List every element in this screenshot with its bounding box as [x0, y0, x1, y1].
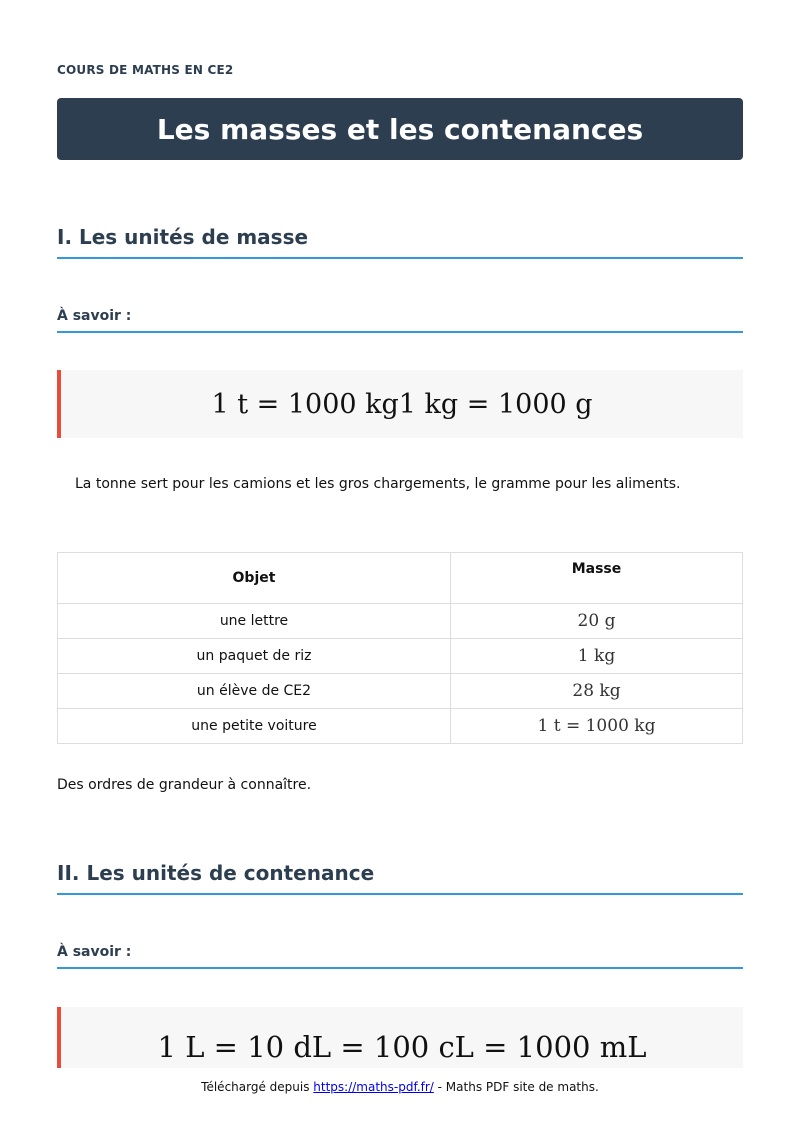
page-title: Les masses et les contenances [156, 112, 644, 146]
footer-suffix: - Maths PDF site de maths. [433, 1080, 599, 1094]
section-title-masses: I. Les unités de masse [57, 225, 743, 259]
object-cell: un élève de CE2 [58, 674, 451, 709]
footer-prefix: Téléchargé depuis [201, 1080, 314, 1094]
formula-contenances: 1 L = 10 dL = 100 cL = 1000 mL [157, 1030, 647, 1064]
mass-cell: 1 kg [451, 639, 743, 674]
table-row [58, 604, 743, 639]
know-label-contenances: À savoir : [57, 944, 743, 969]
header-object: Objet [58, 553, 451, 604]
table-row [58, 639, 743, 674]
object-cell: un paquet de riz [58, 639, 451, 674]
mass-cell: 1 t = 1000 kg [451, 709, 743, 744]
formula-masses: 1 t = 1000 kg1 kg = 1000 g [211, 388, 593, 420]
object-cell: une petite voiture [58, 709, 451, 744]
footer [0, 1080, 800, 1094]
mass-cell: 28 kg [451, 674, 743, 709]
course-label: COURS DE MATHS EN CE2 [57, 63, 234, 77]
table-row [58, 674, 743, 709]
header-mass: Masse [451, 553, 743, 604]
mass-cell: 20 g [451, 604, 743, 639]
title-banner [57, 98, 743, 160]
table-header-row [58, 553, 743, 604]
mass-note: La tonne sert pour les camions et les gros chargements, le gramme pour les aliments. [75, 476, 681, 492]
formula-box-masses [57, 370, 743, 438]
know-label-masses: À savoir : [57, 308, 743, 333]
table-row [58, 709, 743, 744]
object-cell: une lettre [58, 604, 451, 639]
footer-link[interactable]: https://maths-pdf.fr/ [313, 1080, 434, 1094]
formula-box-contenances [57, 1007, 743, 1068]
section-title-contenances: II. Les unités de contenance [57, 861, 743, 895]
table-caption: Des ordres de grandeur à connaître. [57, 777, 312, 793]
mass-table [57, 552, 743, 744]
